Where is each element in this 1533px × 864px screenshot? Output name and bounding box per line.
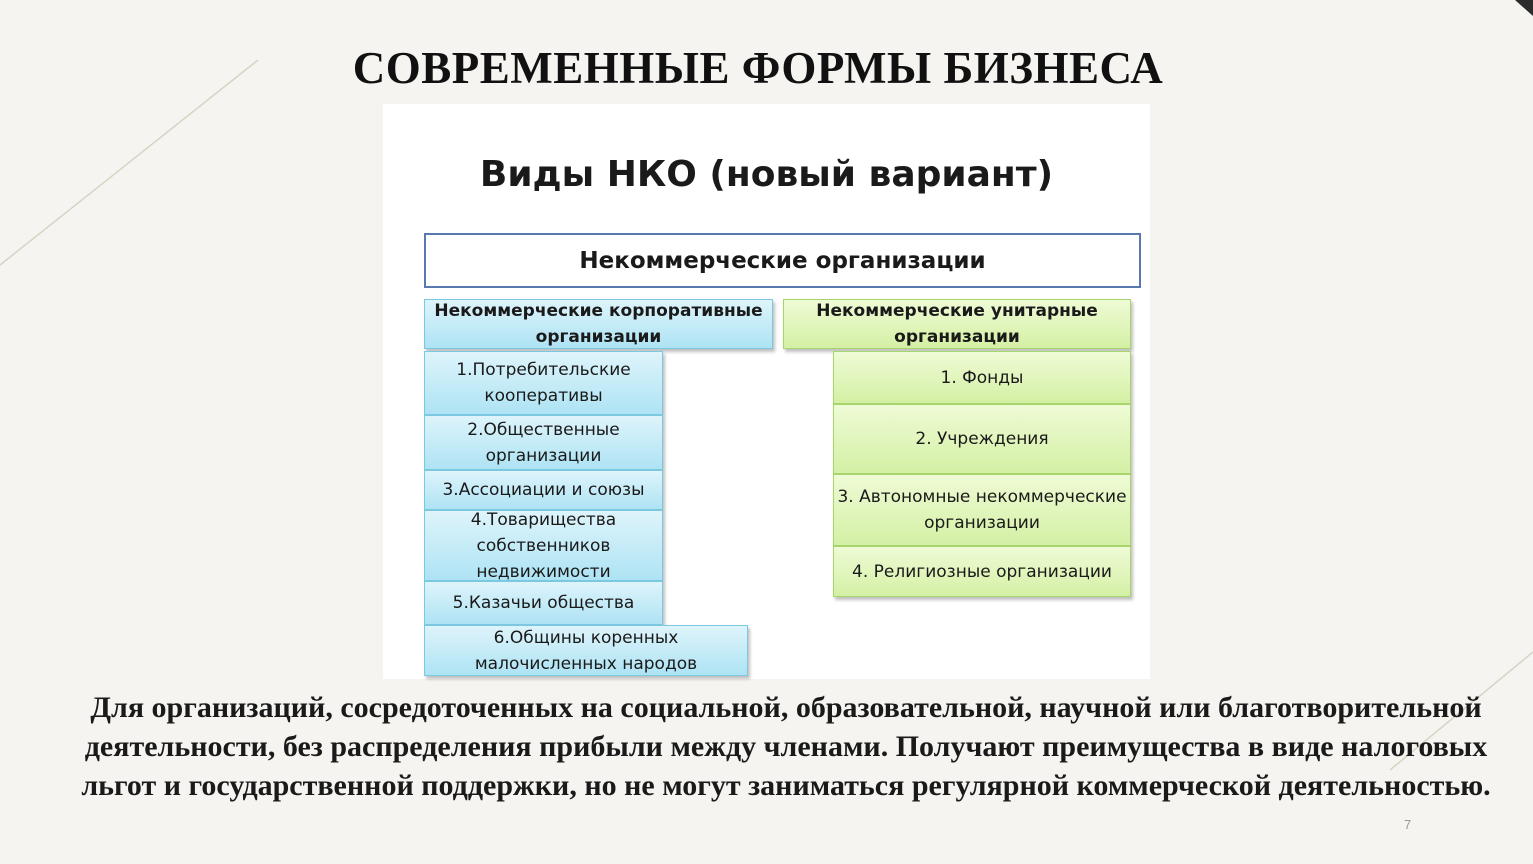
corporate-item-4: 4.Товарищества собственников недвижимости — [424, 510, 663, 581]
corporate-item-3: 3.Ассоциации и союзы — [424, 470, 663, 510]
corporate-header: Некоммерческие корпоративные организации — [424, 299, 773, 349]
diagram-title: Виды НКО (новый вариант) — [479, 154, 1054, 195]
corporate-item-2: 2.Общественные организации — [424, 415, 663, 470]
nko-diagram — [383, 104, 1150, 679]
corporate-item-1: 1.Потребительские кооперативы — [424, 351, 663, 415]
page-number: 7 — [1404, 817, 1412, 832]
unitary-item-2: 2. Учреждения — [833, 404, 1131, 474]
unitary-item-4: 4. Религиозные организации — [833, 546, 1131, 597]
description-text: Для организаций, сосредоточенных на социальной, образовательной, научной или благотворительной деятельности, без распределения прибыли между членами. Получают преимущества в виде налоговых льгот и государственной поддержки, но не могут заниматься регулярной коммерческой деятельностью. — [81, 691, 1491, 802]
unitary-header: Некоммерческие унитарные организации — [783, 299, 1131, 349]
root-node: Некоммерческие организации — [424, 233, 1141, 288]
corporate-item-6: 6.Общины коренных малочисленных народов — [424, 625, 748, 676]
corporate-item-5: 5.Казачьи общества — [424, 581, 663, 625]
unitary-item-3: 3. Автономные некоммерческие организации — [833, 474, 1131, 546]
slide-title: СОВРЕМЕННЫЕ ФОРМЫ БИЗНЕСА — [352, 43, 1164, 93]
unitary-item-1: 1. Фонды — [833, 351, 1131, 404]
